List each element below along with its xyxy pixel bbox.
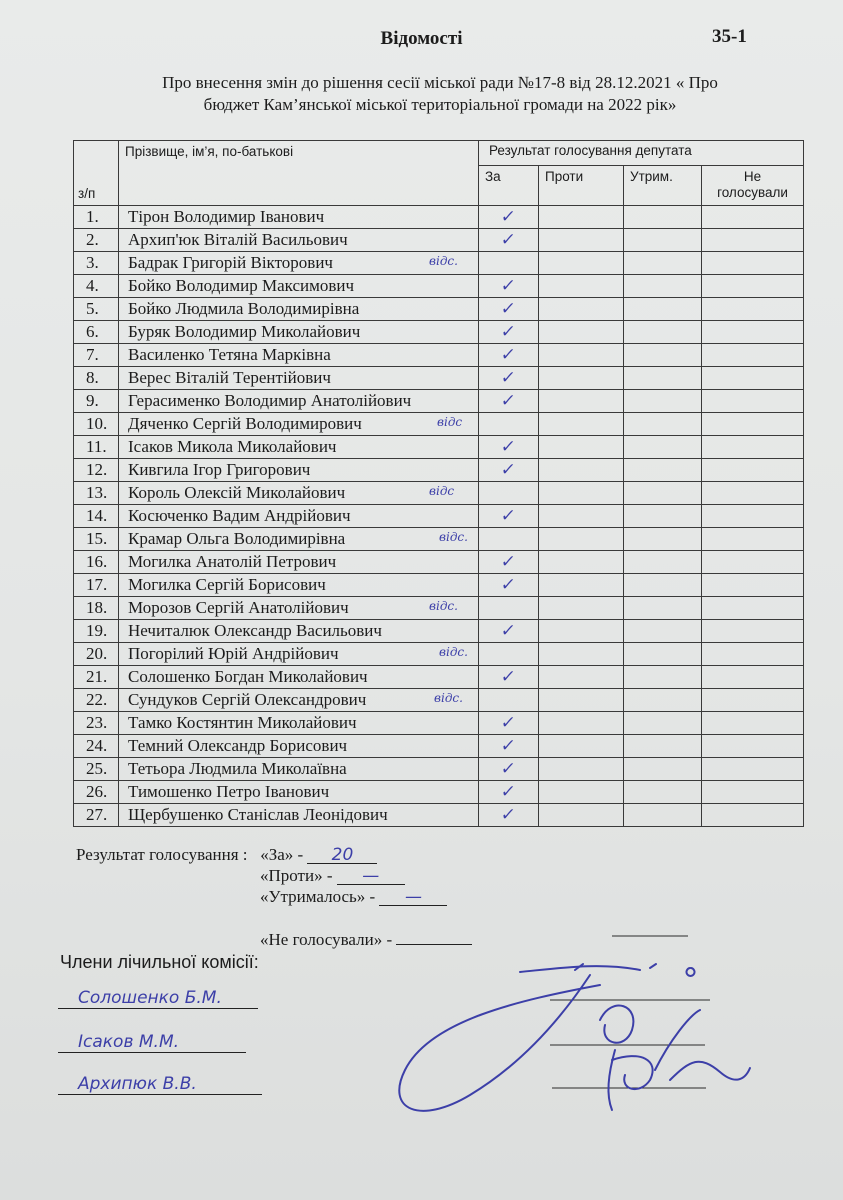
check-mark-icon: ✓: [499, 759, 518, 779]
commission-member-2: Ісаков М.М.: [58, 1032, 246, 1053]
check-mark-icon: ✓: [499, 437, 518, 457]
absent-note: відс.: [429, 254, 458, 268]
check-mark-icon: ✓: [499, 713, 518, 733]
row-number: 19.: [74, 620, 119, 643]
summary-not-voted-label: «Не голосували» -: [260, 930, 393, 949]
summary-for-value: 20: [307, 847, 377, 864]
row-number: 27.: [74, 804, 119, 827]
check-mark-icon: ✓: [499, 299, 518, 319]
absent-note: відс: [437, 415, 463, 429]
check-mark-icon: ✓: [499, 322, 518, 342]
deputy-name-text: Погорілий Юрій Андрійович: [128, 644, 339, 663]
deputy-name-text: Темний Олександр Борисович: [128, 736, 348, 755]
handwritten-signature: [399, 964, 750, 1111]
deputy-name-text: Солошенко Богдан Миколайович: [128, 667, 368, 686]
header-for: За: [479, 166, 539, 206]
deputy-name-text: Герасименко Володимир Анатолійович: [128, 391, 412, 410]
row-number: 1.: [74, 206, 119, 229]
header-not-voted-line-1: Не: [743, 169, 762, 184]
commission-member-1: Солошенко Б.М.: [58, 988, 258, 1009]
deputy-name-text: Бойко Людмила Володимирівна: [128, 299, 360, 318]
deputy-name-text: Тірон Володимир Іванович: [128, 207, 325, 226]
row-number: 13.: [74, 482, 119, 505]
row-number: 18.: [74, 597, 119, 620]
check-mark-icon: ✓: [499, 345, 518, 365]
deputy-name-text: Бойко Володимир Максимович: [128, 276, 355, 295]
commission-label: Члени лічильної комісії:: [60, 952, 259, 972]
deputy-name-text: Морозов Сергій Анатолійович: [128, 598, 349, 617]
header-abstain: Утрим.: [624, 166, 702, 206]
row-number: 16.: [74, 551, 119, 574]
row-number: 14.: [74, 505, 119, 528]
row-number: 4.: [74, 275, 119, 298]
deputy-name-text: Верес Віталій Терентійович: [128, 368, 331, 387]
row-number: 15.: [74, 528, 119, 551]
check-mark-icon: ✓: [499, 391, 518, 411]
deputy-name-text: Буряк Володимир Миколайович: [128, 322, 361, 341]
row-number: 9.: [74, 390, 119, 413]
document-title: Відомості: [380, 28, 463, 49]
header-against: Проти: [539, 166, 624, 206]
subtitle-line-2: бюджет Кам’янської міської територіальної громади на 2022 рік»: [203, 95, 677, 114]
row-number: 3.: [74, 252, 119, 275]
summary-abstain-value: —: [379, 889, 447, 906]
header-not-voted-line-2: голосували: [717, 185, 788, 200]
summary-for-label: «За» -: [260, 845, 304, 864]
row-number: 22.: [74, 689, 119, 712]
deputy-name-text: Могилка Анатолій Петрович: [128, 552, 337, 571]
row-number: 11.: [74, 436, 119, 459]
deputy-name-text: Ісаков Микола Миколайович: [128, 437, 337, 456]
header-name: Прізвище, ім’я, по-батькові: [119, 141, 479, 206]
row-number: 25.: [74, 758, 119, 781]
deputy-name-text: Нечиталюк Олександр Васильович: [128, 621, 382, 640]
deputy-name-text: Косюченко Вадим Андрійович: [128, 506, 351, 525]
row-number: 8.: [74, 367, 119, 390]
summary-label: Результат голосування :: [76, 845, 248, 864]
document-number: 35-1: [712, 26, 747, 47]
commission-member-3: Архипюк В.В.: [58, 1074, 262, 1095]
check-mark-icon: ✓: [499, 506, 518, 526]
check-mark-icon: ✓: [499, 368, 518, 388]
row-number: 12.: [74, 459, 119, 482]
deputy-name-text: Тетьора Людмила Миколаївна: [128, 759, 347, 778]
check-mark-icon: ✓: [499, 207, 518, 227]
check-mark-icon: ✓: [499, 782, 518, 802]
deputy-name-text: Сундуков Сергій Олександрович: [128, 690, 367, 709]
header-number: з/п: [74, 141, 119, 206]
check-mark-icon: ✓: [499, 575, 518, 595]
row-number: 24.: [74, 735, 119, 758]
check-mark-icon: ✓: [499, 667, 518, 687]
absent-note: відс.: [439, 645, 468, 659]
row-number: 10.: [74, 413, 119, 436]
deputy-name-text: Щербушенко Станіслав Леонідович: [128, 805, 388, 824]
row-number: 26.: [74, 781, 119, 804]
deputy-name-text: Василенко Тетяна Марківна: [128, 345, 331, 364]
check-mark-icon: ✓: [499, 621, 518, 641]
row-number: 6.: [74, 321, 119, 344]
check-mark-icon: ✓: [499, 552, 518, 572]
deputy-name-text: Архип'юк Віталій Васильович: [128, 230, 348, 249]
summary-against-label: «Проти» -: [260, 866, 333, 885]
summary-against-value: —: [337, 868, 405, 885]
subtitle-line-1: Про внесення змін до рішення сесії міської ради №17-8 від 28.12.2021 « Про: [162, 73, 718, 92]
deputy-name-text: Король Олексій Миколайович: [128, 483, 346, 502]
check-mark-icon: ✓: [499, 230, 518, 250]
row-number: 7.: [74, 344, 119, 367]
deputy-name-text: Дяченко Сергій Володимирович: [128, 414, 362, 433]
deputy-name-text: Крамар Ольга Володимирівна: [128, 529, 346, 548]
check-mark-icon: ✓: [499, 276, 518, 296]
absent-note: відс.: [429, 599, 458, 613]
absent-note: відс.: [439, 530, 468, 544]
row-number: 2.: [74, 229, 119, 252]
row-number: 23.: [74, 712, 119, 735]
check-mark-icon: ✓: [499, 736, 518, 756]
row-number: 20.: [74, 643, 119, 666]
row-number: 21.: [74, 666, 119, 689]
check-mark-icon: ✓: [499, 805, 518, 825]
row-number: 17.: [74, 574, 119, 597]
summary-abstain-label: «Утрималось» -: [260, 887, 376, 906]
check-mark-icon: ✓: [499, 460, 518, 480]
deputy-name-text: Бадрак Григорій Вікторович: [128, 253, 333, 272]
deputy-name-text: Могилка Сергій Борисович: [128, 575, 326, 594]
deputy-name-text: Тимошенко Петро Іванович: [128, 782, 330, 801]
deputy-name-text: Кивгила Ігор Григорович: [128, 460, 311, 479]
absent-note: відс.: [434, 691, 463, 705]
deputy-name-text: Тамко Костянтин Миколайович: [128, 713, 357, 732]
row-number: 5.: [74, 298, 119, 321]
absent-note: відс: [429, 484, 455, 498]
header-result: Результат голосування депутата: [479, 141, 804, 166]
